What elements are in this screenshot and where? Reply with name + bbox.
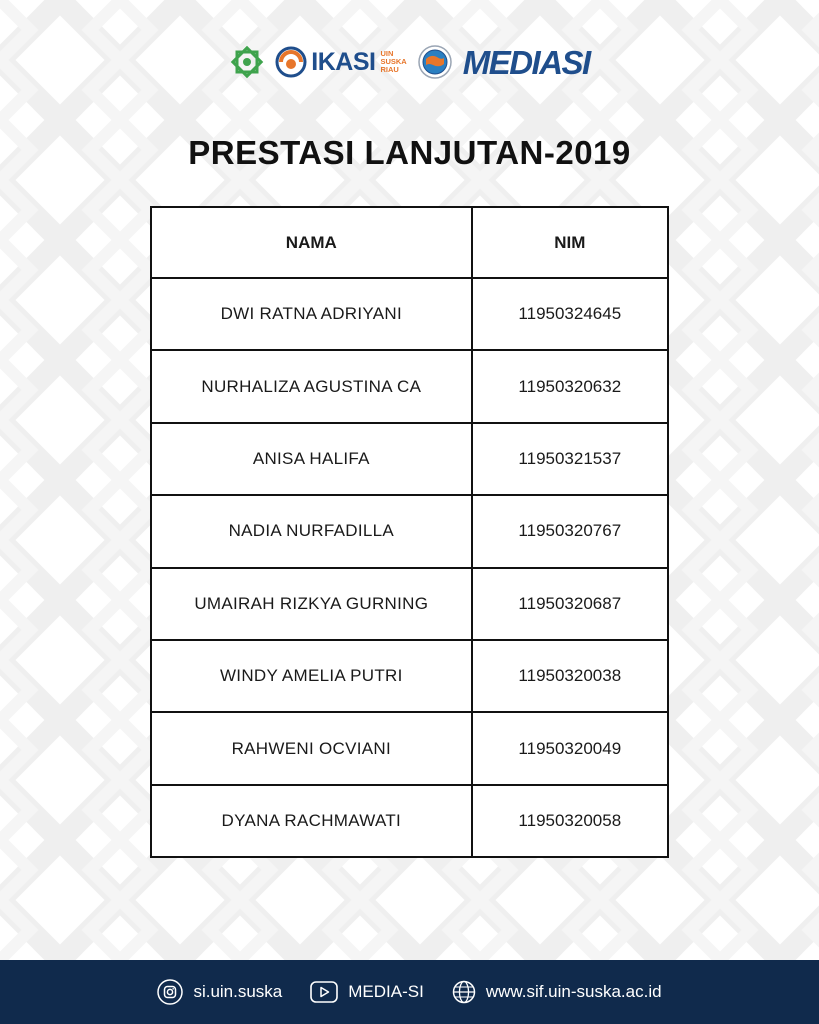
cell-nama: NURHALIZA AGUSTINA CA [151,350,472,422]
cell-nama: DWI RATNA ADRIYANI [151,278,472,350]
cell-nim: 11950320632 [472,350,668,422]
cell-nim: 11950324645 [472,278,668,350]
cell-nim: 11950321537 [472,423,668,495]
cell-nama: WINDY AMELIA PUTRI [151,640,472,712]
student-table [150,206,669,858]
youtube-icon [310,981,338,1003]
table-row [151,350,668,422]
uin-ornament-icon [229,44,265,80]
cell-nama: ANISA HALIFA [151,423,472,495]
logo-bar [0,40,819,84]
table-row [151,495,668,567]
page-title: PRESTASI LANJUTAN-2019 [188,134,631,171]
ikasi-logo [275,46,406,78]
globe-logo [417,44,453,80]
instagram-handle: si.uin.suska [193,982,283,1001]
mediasi-text: MEDIASI [462,43,590,81]
footer-youtube[interactable] [310,981,424,1003]
cell-nama: DYANA RACHMAWATI [151,785,472,857]
globe-emblem-icon [417,44,453,80]
cell-nim: 11950320767 [472,495,668,567]
column-header-nama: NAMA [151,207,472,278]
table-row [151,568,668,640]
uin-suska-logo [229,44,265,80]
cell-nim: 11950320687 [472,568,668,640]
website-url: www.sif.uin-suska.ac.id [485,982,662,1001]
youtube-channel: MEDIA-SI [348,982,424,1001]
column-header-nim: NIM [472,207,668,278]
cell-nama: UMAIRAH RIZKYA GURNING [151,568,472,640]
ikasi-text: IKASI [311,47,376,76]
table-header-row [151,207,668,278]
uin-suska-riau-text: UIN SUSKA RIAU [380,49,407,74]
mediasi-logo [462,43,590,81]
footer-website[interactable] [452,980,662,1004]
globe-icon [452,980,476,1004]
table-row [151,640,668,712]
cell-nama: NADIA NURFADILLA [151,495,472,567]
ikasi-emblem-icon [275,46,307,78]
instagram-icon [157,979,183,1005]
cell-nim: 11950320058 [472,785,668,857]
table-row [151,278,668,350]
table-row [151,712,668,784]
footer-instagram[interactable] [157,979,282,1005]
cell-nama: RAHWENI OCVIANI [151,712,472,784]
footer [0,960,819,1024]
cell-nim: 11950320038 [472,640,668,712]
cell-nim: 11950320049 [472,712,668,784]
table-row [151,785,668,857]
table-row [151,423,668,495]
